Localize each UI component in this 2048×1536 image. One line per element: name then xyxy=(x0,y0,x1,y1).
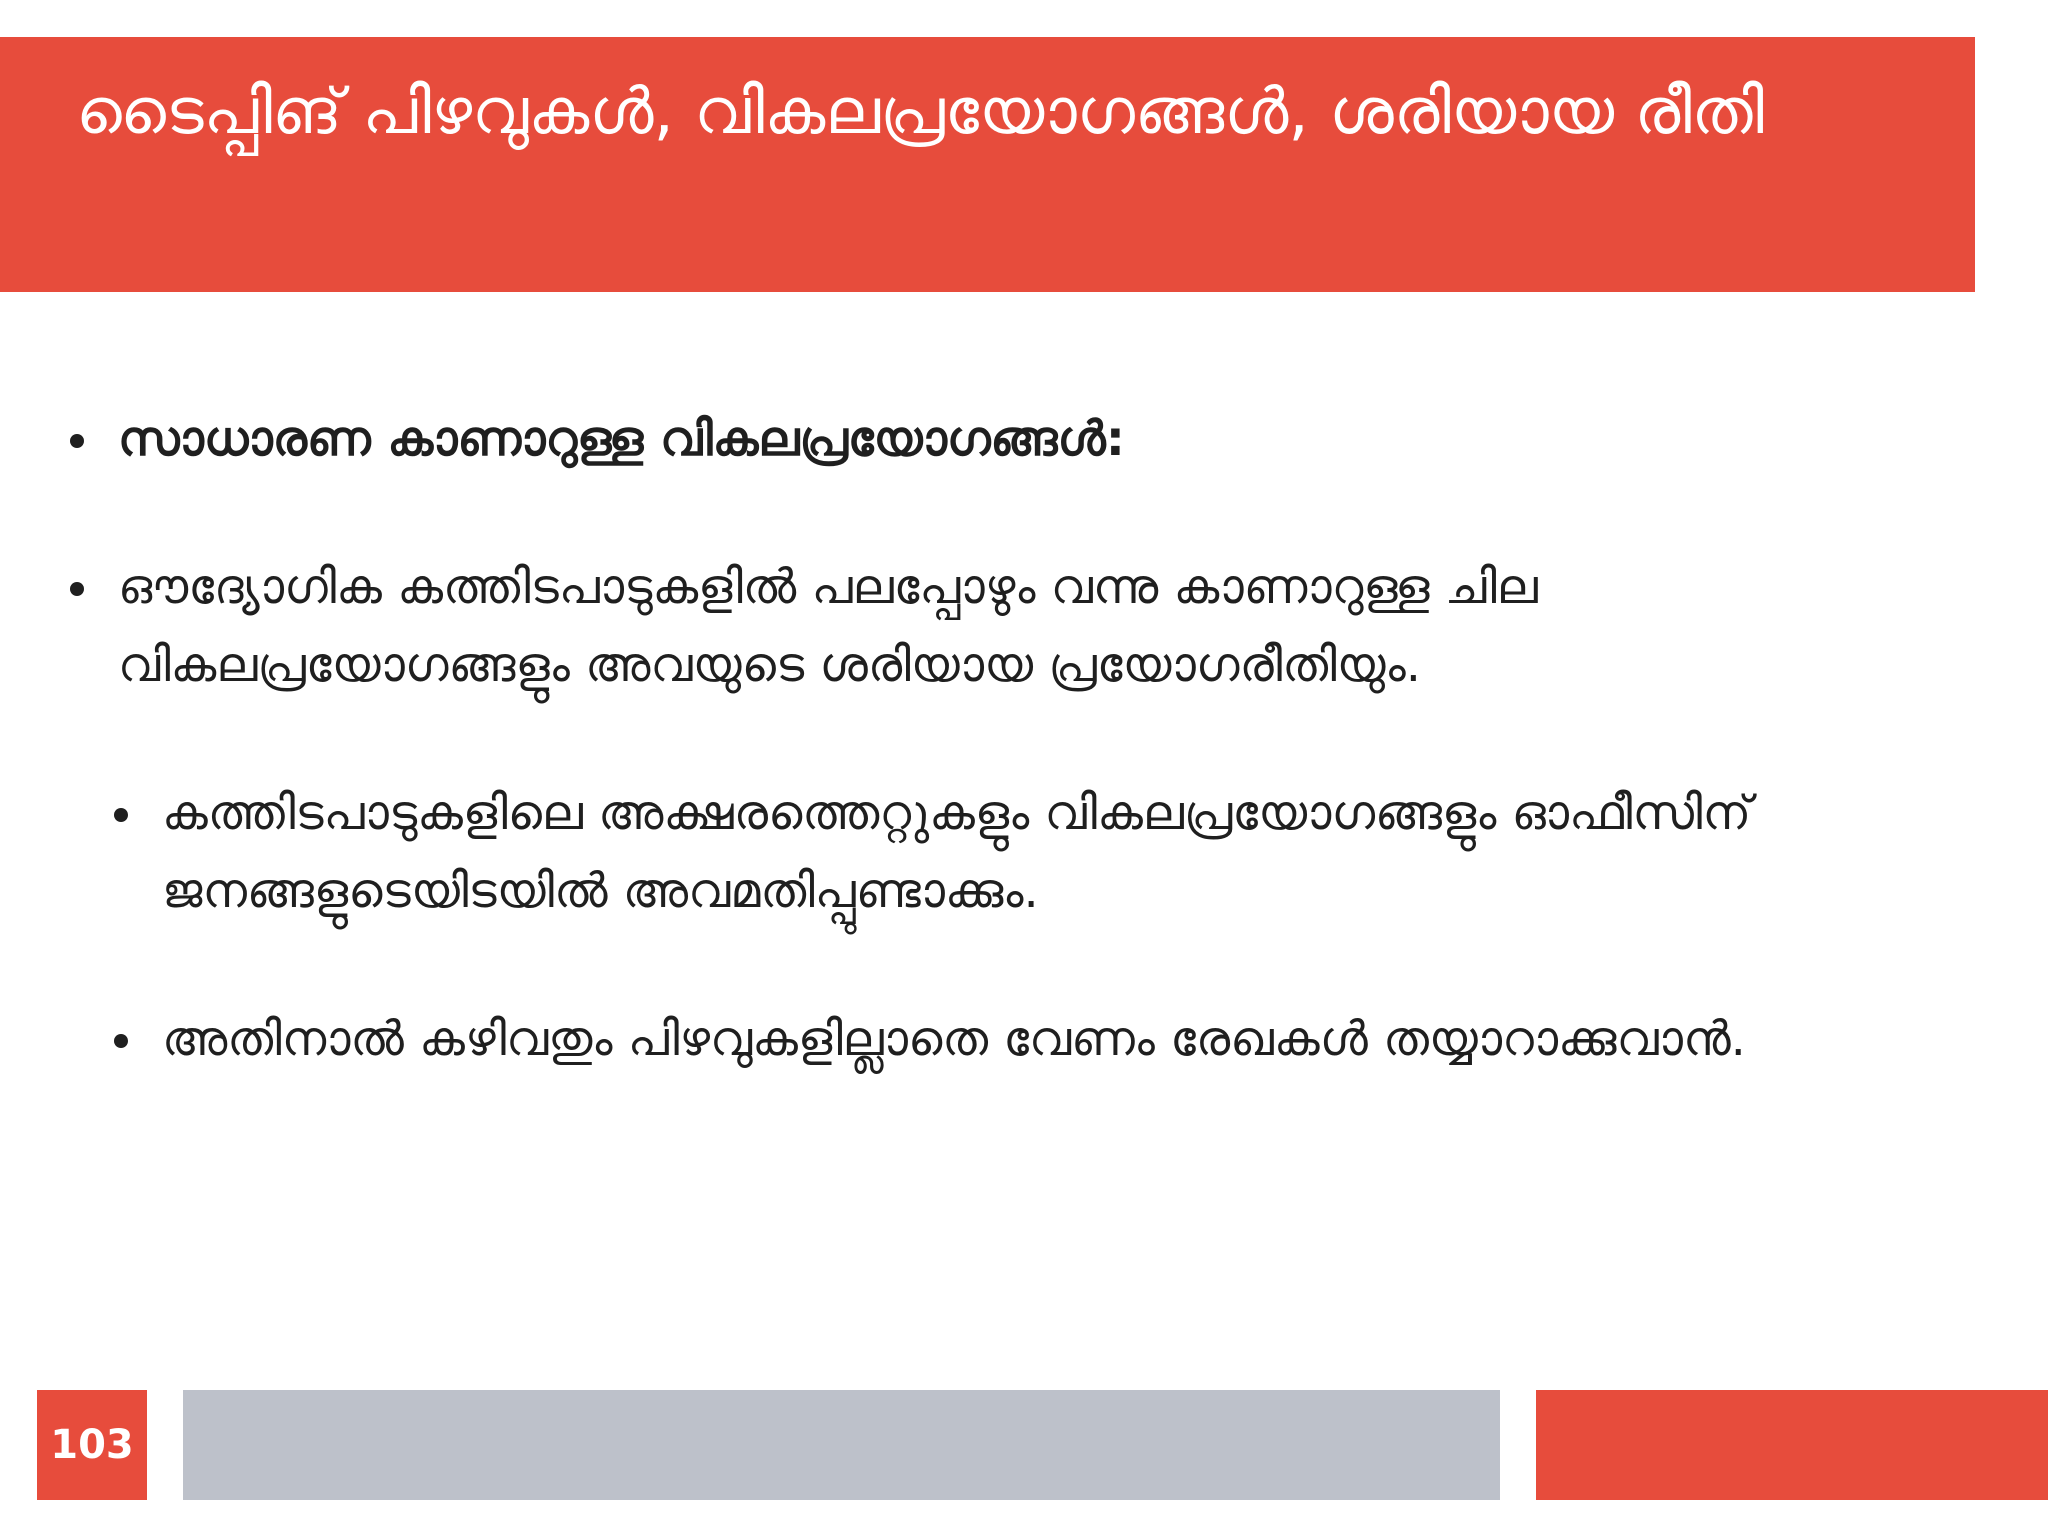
bullet-dot-icon xyxy=(70,434,84,448)
bullet-text: ഔദ്യോഗിക കത്തിടപാടുകളിൽ പലപ്പോഴും വന്നു കാണാറുള്ള ചില വികലപ്രയോഗങ്ങളും അവയുടെ ശരിയായ പ്രയോഗരീതിയും. xyxy=(118,559,1538,693)
sub-bullet-item xyxy=(114,1000,1970,1078)
bullet-item xyxy=(70,548,1970,704)
sub-bullet-item xyxy=(114,774,1970,930)
sub-bullet-text: കത്തിടപാടുകളിലെ അക്ഷരത്തെറ്റുകളും വികലപ്രയോഗങ്ങളും ഓഫീസിന് ജനങ്ങളുടെയിടയിൽ അവമതിപ്പുണ്ടാക്കും. xyxy=(162,785,1752,919)
bullet-dot-icon xyxy=(114,808,128,822)
slide-title: ടൈപ്പിങ് പിഴവുകൾ, വികലപ്രയോഗങ്ങൾ, ശരിയായ രീതി xyxy=(76,75,1764,149)
bullet-text: സാധാരണ കാണാറുള്ള വികലപ്രയോഗങ്ങൾ: xyxy=(118,411,1125,467)
footer-gray-bar xyxy=(183,1390,1500,1500)
page-number: 103 xyxy=(50,1422,134,1468)
footer-accent-bar xyxy=(1536,1390,2048,1500)
page-number-box xyxy=(37,1390,147,1500)
bullet-dot-icon xyxy=(114,1034,128,1048)
bullet-item xyxy=(70,400,1970,478)
slide-content xyxy=(70,400,1970,1078)
bullet-dot-icon xyxy=(70,582,84,596)
sub-bullet-text: അതിനാൽ കഴിവതും പിഴവുകളില്ലാതെ വേണം രേഖകൾ തയ്യാറാക്കുവാൻ. xyxy=(162,1011,1746,1067)
